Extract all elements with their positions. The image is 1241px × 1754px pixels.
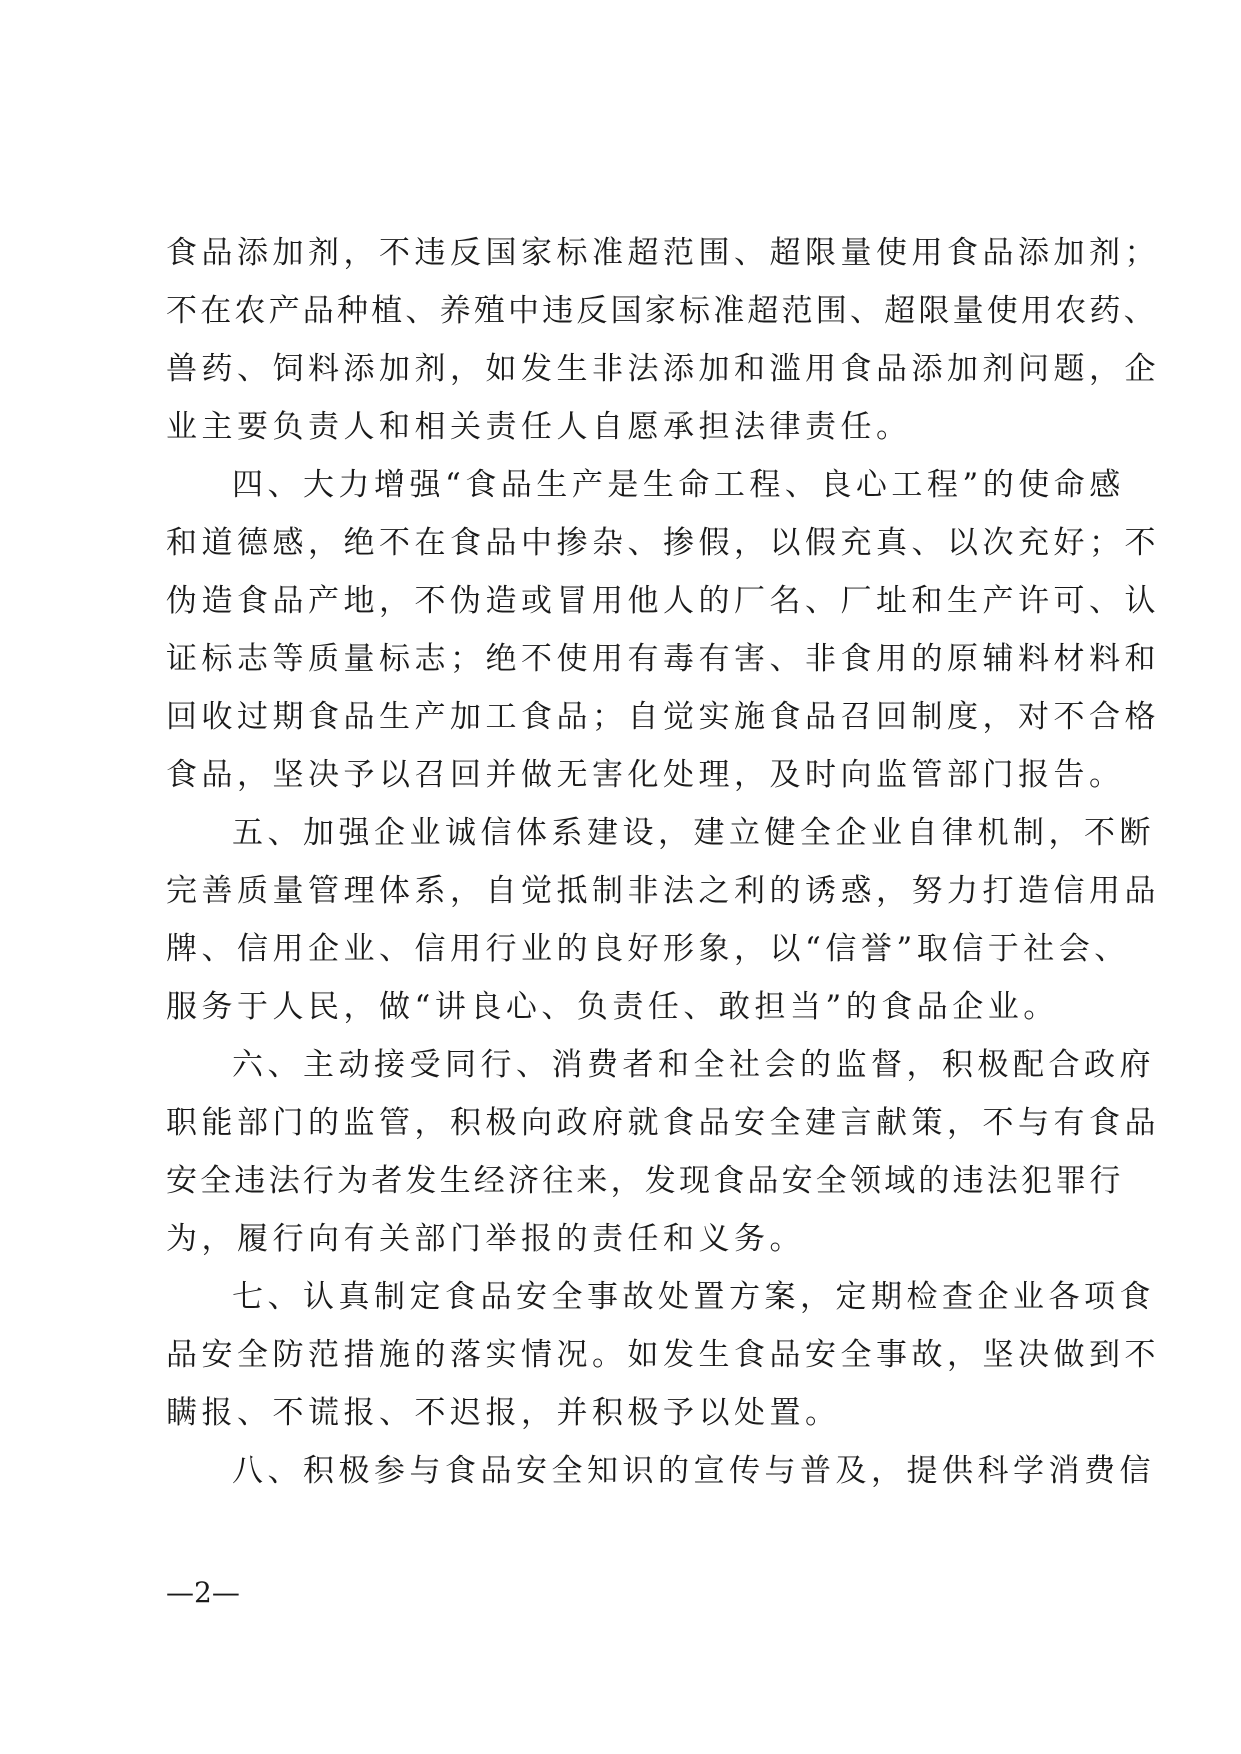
text-line: 证标志等质量标志；绝不使用有毒有害、非食用的原辅料材料和 [166, 641, 1160, 677]
text-line: 伪造食品产地，不伪造或冒用他人的厂名、厂址和生产许可、认 [166, 583, 1160, 619]
text-line: 不在农产品种植、养殖中违反国家标准超范围、超限量使用农药、 [166, 293, 1158, 329]
text-line: 和道德感，绝不在食品中掺杂、掺假，以假充真、以次充好；不 [166, 525, 1160, 561]
paragraph-5-start: 五、加强企业诚信体系建设，建立健全企业自律机制，不断 [232, 815, 1155, 851]
text-line: 食品，坚决予以召回并做无害化处理，及时向监管部门报告。 [166, 757, 1125, 793]
paragraph-7-start: 七、认真制定食品安全事故处置方案，定期检查企业各项食 [232, 1279, 1155, 1315]
document-body [166, 224, 1160, 1500]
text-line: 完善质量管理体系，自觉抵制非法之利的诱惑，努力打造信用品 [166, 873, 1160, 909]
text-line: 服务于人民，做“讲良心、负责任、敢担当”的食品企业。 [166, 989, 1059, 1025]
text-line: 安全违法行为者发生经济往来，发现食品安全领域的违法犯罪行 [166, 1163, 1124, 1199]
text-line: 瞒报、不谎报、不迟报，并积极予以处置。 [166, 1395, 841, 1431]
text-line: 食品添加剂，不违反国家标准超范围、超限量使用食品添加剂； [166, 235, 1160, 271]
text-line: 牌、信用企业、信用行业的良好形象，以“信誉”取信于社会、 [166, 931, 1130, 967]
text-line: 回收过期食品生产加工食品；自觉实施食品召回制度，对不合格 [166, 699, 1160, 735]
text-line: 职能部门的监管，积极向政府就食品安全建言献策，不与有食品 [166, 1105, 1160, 1141]
paragraph-4-start: 四、大力增强“食品生产是生命工程、良心工程”的使命感 [232, 467, 1125, 503]
text-line: 品安全防范措施的落实情况。如发生食品安全事故，坚决做到不 [166, 1337, 1160, 1373]
page-number: —2— [166, 1576, 240, 1609]
text-line: 为，履行向有关部门举报的责任和义务。 [166, 1221, 805, 1257]
paragraph-8-start: 八、积极参与食品安全知识的宣传与普及，提供科学消费信 [232, 1453, 1155, 1489]
text-line: 业主要负责人和相关责任人自愿承担法律责任。 [166, 409, 912, 445]
text-line: 兽药、饲料添加剂，如发生非法添加和滥用食品添加剂问题，企 [166, 351, 1160, 387]
paragraph-6-start: 六、主动接受同行、消费者和全社会的监督，积极配合政府 [232, 1047, 1155, 1083]
